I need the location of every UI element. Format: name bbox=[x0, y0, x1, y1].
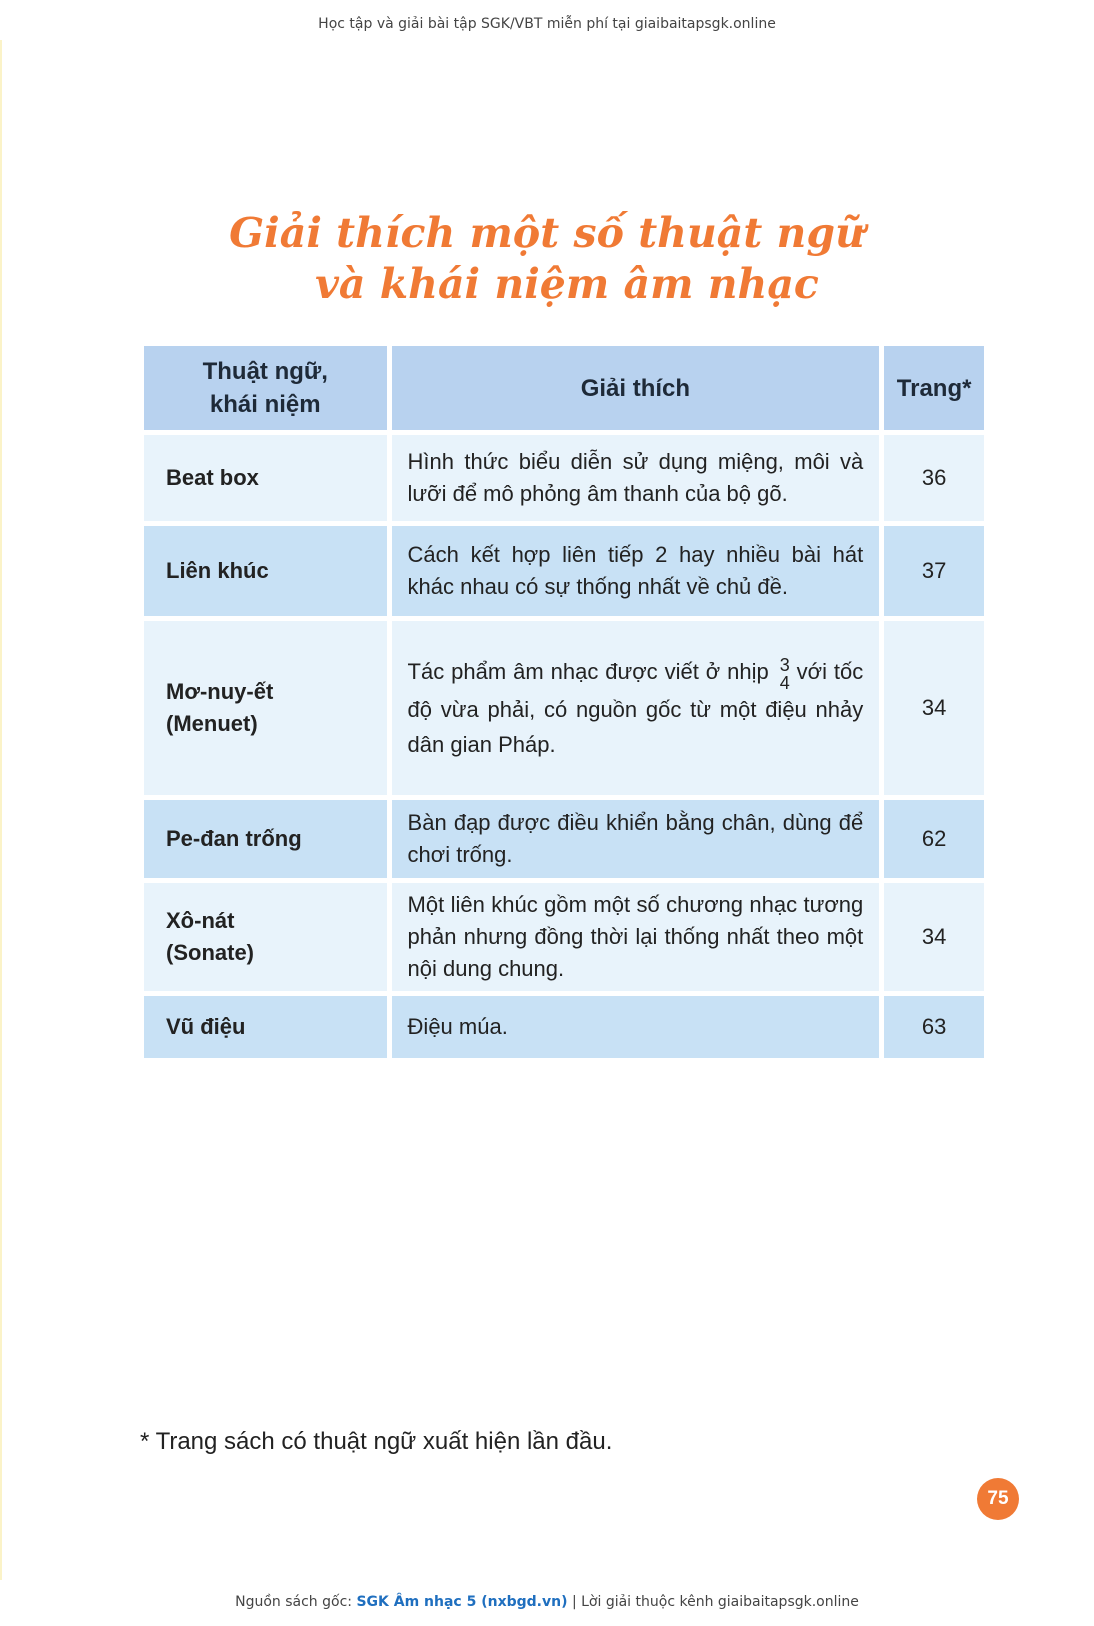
desc-text-pre: Tác phẩm âm nhạc được viết ở nhịp bbox=[407, 659, 769, 685]
footer-source-link[interactable]: SGK Âm nhạc 5 (nxbgd.vn) bbox=[356, 1594, 568, 1610]
page-title bbox=[0, 208, 1094, 310]
term-name: Xô-nát bbox=[166, 908, 235, 933]
page-cell: 36 bbox=[884, 435, 984, 521]
page-cell: 34 bbox=[884, 621, 984, 795]
term-name: Vũ điệu bbox=[166, 1014, 246, 1039]
term-subname: (Menuet) bbox=[166, 711, 258, 736]
table-row bbox=[144, 526, 984, 616]
page-number-badge: 75 bbox=[977, 1478, 1019, 1520]
desc-cell: Hình thức biểu diễn sử dụng miệng, môi và lưỡi để mô phỏng âm thanh của bộ gõ. bbox=[392, 435, 880, 521]
time-signature-denominator: 4 bbox=[779, 672, 790, 693]
desc-text-post: với tốc độ vừa phải, có nguồn gốc từ một điệu nhảy dân gian Pháp. bbox=[407, 659, 864, 757]
term-name: Mơ-nuy-ết bbox=[166, 679, 274, 704]
desc-cell: Điệu múa. bbox=[392, 996, 880, 1058]
term-name: Pe-đan trống bbox=[166, 826, 302, 851]
footer-separator: | bbox=[571, 1594, 577, 1610]
term-cell bbox=[144, 621, 387, 795]
header-explanation: Giải thích bbox=[392, 346, 880, 430]
term-cell bbox=[144, 526, 387, 616]
term-cell bbox=[144, 435, 387, 521]
term-cell bbox=[144, 800, 387, 878]
title-line-2: và khái niệm âm nhạc bbox=[315, 260, 819, 308]
page-cell: 62 bbox=[884, 800, 984, 878]
table-row bbox=[144, 800, 984, 878]
desc-cell: Bàn đạp được điều khiển bằng chân, dùng để chơi trống. bbox=[392, 800, 880, 878]
footer-prefix: Nguồn sách gốc: bbox=[235, 1594, 352, 1610]
footer-suffix: Lời giải thuộc kênh giaibaitapsgk.online bbox=[581, 1594, 859, 1610]
glossary-table bbox=[139, 341, 989, 1063]
table-row bbox=[144, 435, 984, 521]
table-header-row bbox=[144, 346, 984, 430]
desc-cell bbox=[392, 621, 880, 795]
header-term bbox=[144, 346, 387, 430]
title-line-1: Giải thích một số thuật ngữ bbox=[229, 209, 865, 257]
header-term-line-1: Thuật ngữ, bbox=[202, 358, 328, 385]
table-row bbox=[144, 621, 984, 795]
desc-cell: Một liên khúc gồm một số chương nhạc tương phản nhưng đồng thời lại thống nhất theo một nội dung chung. bbox=[392, 883, 880, 991]
time-signature-numerator: 3 bbox=[779, 654, 790, 675]
table-row bbox=[144, 996, 984, 1058]
footer-note bbox=[0, 1594, 1094, 1610]
term-subname: (Sonate) bbox=[166, 940, 254, 965]
term-cell bbox=[144, 996, 387, 1058]
page-cell: 34 bbox=[884, 883, 984, 991]
term-name: Beat box bbox=[166, 465, 259, 490]
header-term-line-2: khái niệm bbox=[209, 391, 321, 418]
page-cell: 37 bbox=[884, 526, 984, 616]
term-cell bbox=[144, 883, 387, 991]
term-name: Liên khúc bbox=[166, 558, 269, 583]
table-row bbox=[144, 883, 984, 991]
header-page: Trang* bbox=[884, 346, 984, 430]
footnote: * Trang sách có thuật ngữ xuất hiện lần đầu. bbox=[140, 1428, 613, 1455]
header-note: Học tập và giải bài tập SGK/VBT miễn phí tại giaibaitapsgk.online bbox=[318, 16, 776, 32]
desc-cell: Cách kết hợp liên tiếp 2 hay nhiều bài hát khác nhau có sự thống nhất về chủ đề. bbox=[392, 526, 880, 616]
time-signature bbox=[780, 656, 790, 692]
page-cell: 63 bbox=[884, 996, 984, 1058]
